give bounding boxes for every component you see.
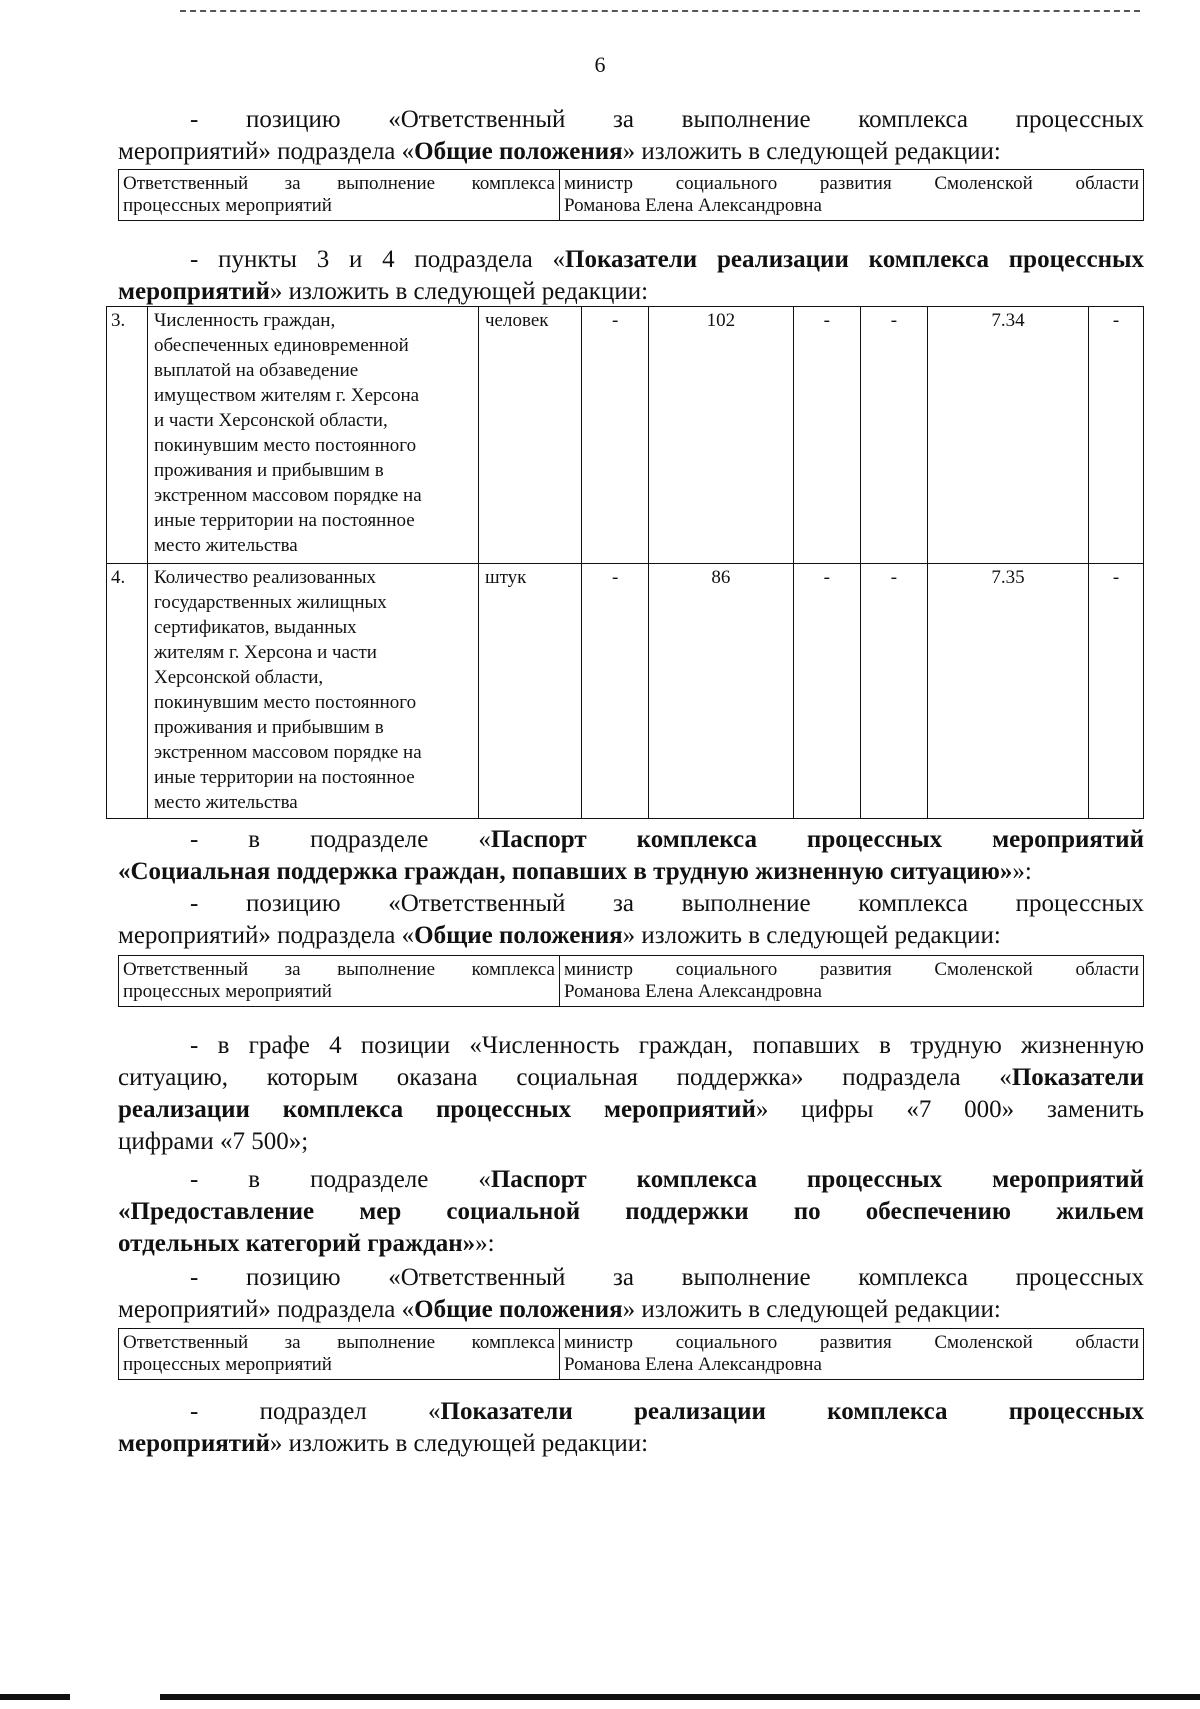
indicator-cell: 102 [649,307,793,564]
text-line: - в подразделе «Паспорт комплекса процессных мероприятий [190,826,1144,853]
responsible-value-cell: министр социального развития Смоленской области Романова Елена Александровна [560,956,1144,1007]
scan-edge-bottom [0,1694,1200,1700]
text-line: реализации комплекса процессных мероприятий» цифры «7 000» заменить [118,1096,1144,1123]
indicator-unit: человек [479,307,582,564]
text-line: - пункты 3 и 4 подраздела «Показатели реализации комплекса процессных [190,246,1144,273]
text-line: - в подразделе «Паспорт комплекса процессных мероприятий [190,1166,1144,1193]
responsible-value-cell: министр социального развития Смоленской области Романова Елена Александровна [560,170,1144,221]
indicator-cell: - [860,564,927,819]
indicator-cell: - [793,307,860,564]
indicator-name: Численность граждан, обеспеченных единовременной выплатой на обзаведение имуществом жителям г. Херсона и части Херсонской области, покинувшим место постоянного проживания и прибывшим в экстренном массовом порядке на иные территории на постоянное место жительства [148,307,479,564]
text-line: отдельных категорий граждан»»: [118,1230,495,1257]
indicator-row [107,307,1144,564]
responsible-table-1 [118,169,1144,221]
indicator-cell: - [1089,564,1144,819]
scan-edge-gap [70,1693,160,1701]
page-number: 6 [594,52,606,77]
text-line: - подраздел «Показатели реализации комплекса процессных [190,1398,1144,1425]
indicator-name: Количество реализованных государственных жилищных сертификатов, выданных жителям г. Херсона и части Херсонской области, покинувшим место постоянного проживания и прибывшим в экстренном массовом порядке на иные территории на постоянное место жительства [148,564,479,819]
indicator-number: 3. [107,307,148,564]
indicator-cell: 86 [649,564,793,819]
paragraph-responsible-2 [118,888,1144,952]
text-line: мероприятий» изложить в следующей редакции: [118,278,649,305]
text-line: мероприятий» подраздела «Общие положения» изложить в следующей редакции: [118,138,1001,165]
text-line: - позицию «Ответственный за выполнение комплекса процессных [190,1264,1144,1291]
indicator-unit: штук [479,564,582,819]
indicator-cell: 7.35 [928,564,1089,819]
scan-edge-top [180,10,1140,12]
indicators-table [106,306,1144,819]
text-line: - позицию «Ответственный за выполнение комплекса процессных [190,890,1144,917]
paragraph-responsible-1 [118,104,1144,168]
responsible-label-cell: Ответственный за выполнение комплекса процессных мероприятий [119,170,560,221]
indicator-row [107,564,1144,819]
responsible-label-cell: Ответственный за выполнение комплекса процессных мероприятий [119,1329,560,1380]
text-line: мероприятий» подраздела «Общие положения» изложить в следующей редакции: [118,922,1001,949]
indicator-number: 4. [107,564,148,819]
indicator-cell: - [793,564,860,819]
indicator-cell: - [582,564,649,819]
text-line: мероприятий» изложить в следующей редакции: [118,1430,649,1457]
indicator-cell: - [1089,307,1144,564]
responsible-label-cell: Ответственный за выполнение комплекса процессных мероприятий [119,956,560,1007]
text-line: - позицию «Ответственный за выполнение комплекса процессных [190,106,1144,133]
text-line: - в графе 4 позиции «Численность граждан, попавших в трудную жизненную [190,1032,1144,1059]
text-line: цифрами «7 500»; [118,1128,309,1155]
indicator-cell: - [860,307,927,564]
paragraph-column-4-change [118,1030,1144,1158]
responsible-table-3 [118,1328,1144,1380]
indicator-cell: 7.34 [928,307,1089,564]
text-line: мероприятий» подраздела «Общие положения» изложить в следующей редакции: [118,1296,1001,1323]
text-line: «Социальная поддержка граждан, попавших в трудную жизненную ситуацию»»: [118,858,1032,885]
paragraph-indicators-section [118,1396,1144,1460]
paragraph-passport-social-support [118,824,1144,888]
responsible-value-cell: министр социального развития Смоленской области Романова Елена Александровна [560,1329,1144,1380]
paragraph-passport-housing [118,1164,1144,1260]
text-line: «Предоставление мер социальной поддержки по обеспечению жильем [118,1198,1144,1225]
paragraph-points-3-4 [118,244,1144,308]
text-line: ситуацию, которым оказана социальная поддержка» подраздела «Показатели [118,1064,1144,1091]
responsible-table-2 [118,955,1144,1007]
paragraph-responsible-3 [118,1262,1144,1326]
indicator-cell: - [582,307,649,564]
